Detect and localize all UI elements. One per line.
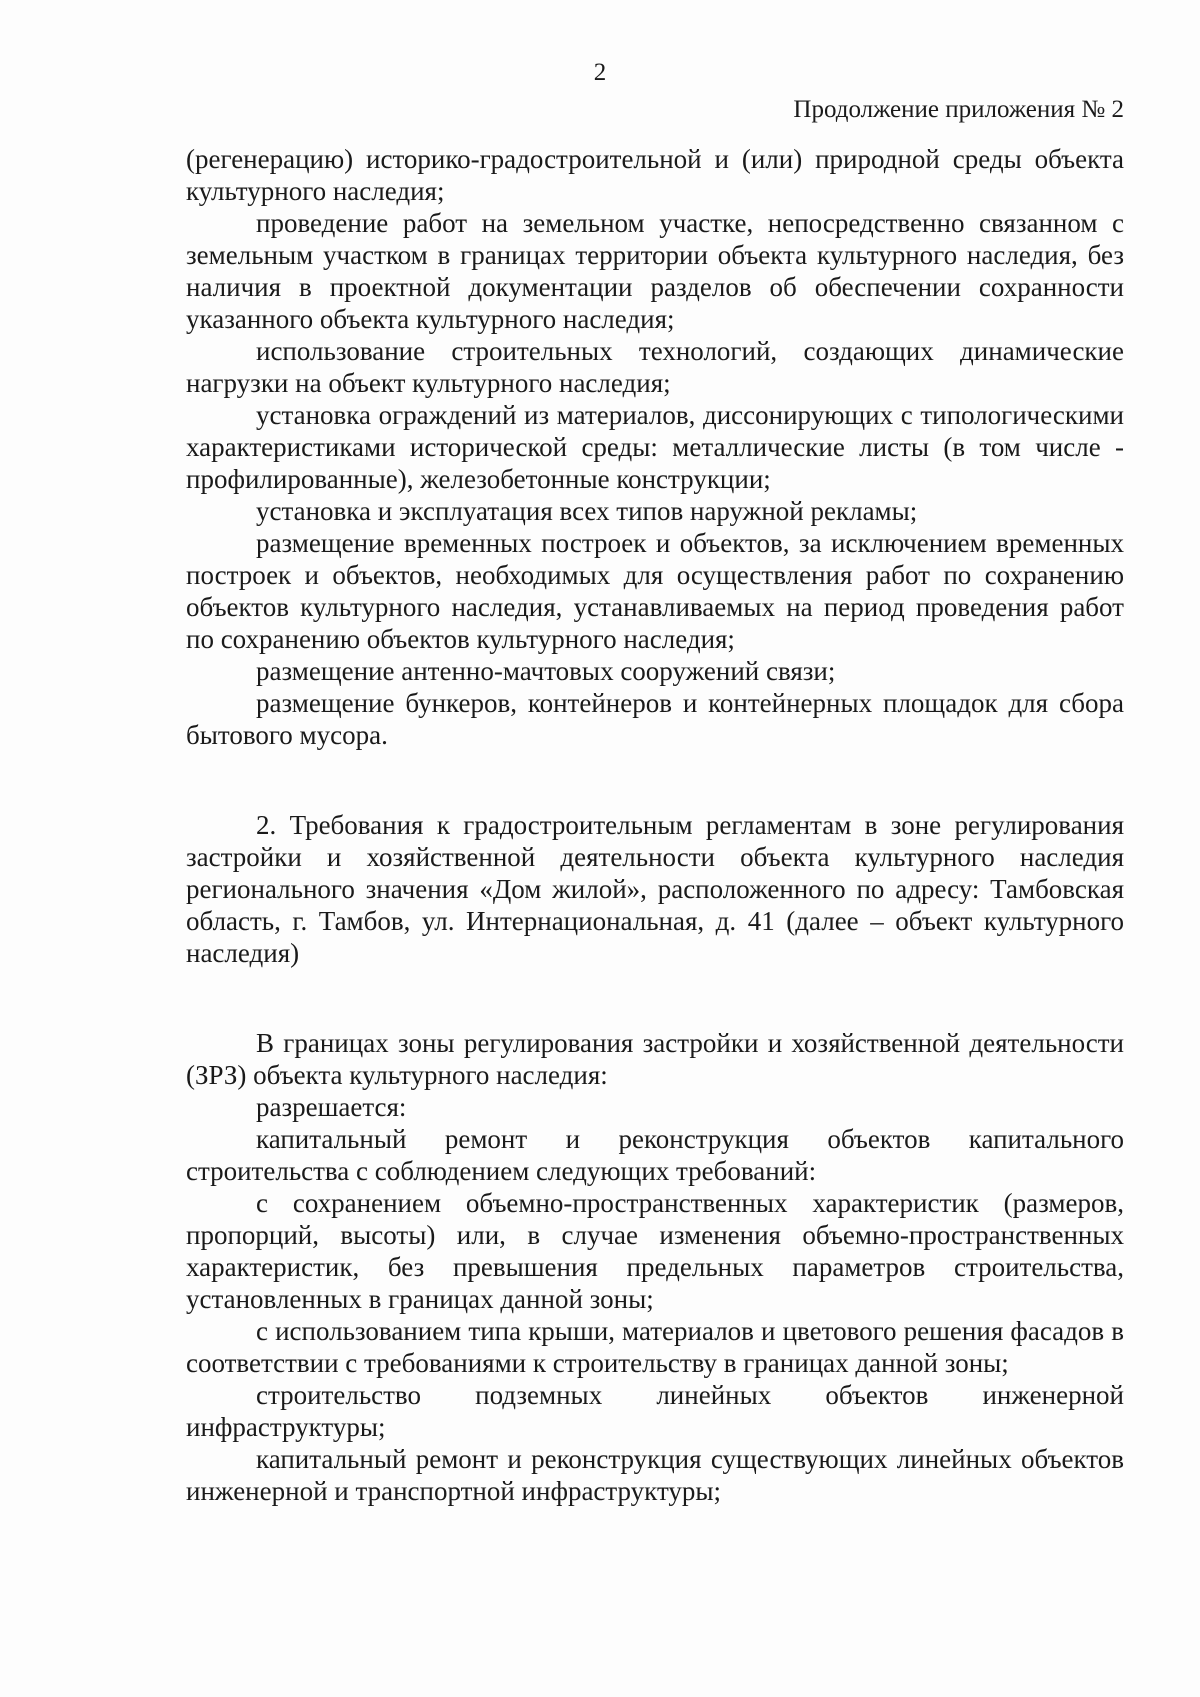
paragraph-advertising: установка и эксплуатация всех типов наружной рекламы; <box>256 496 918 526</box>
section-heading-2: 2. Требования к градостроительным регламентам в зоне регулирования застройки и хозяйственной деятельности объекта культурного наследия регионального значения «Дом жилой», расположенного по адресу: Тамбовская область, г. Тамбов, ул. Интернациональная, д. 41 (далее – объект культурного наследия) <box>186 810 1124 968</box>
paragraph-underground: строительство подземных линейных объектов инженерной инфраструктуры; <box>186 1380 1124 1442</box>
page-number: 2 <box>593 59 607 86</box>
paragraph-fences: установка ограждений из материалов, диссонирующих с типологическими характеристиками исторической среды: металлические листы (в том числе - профилированные), железобетонные конструкции; <box>186 400 1124 494</box>
paragraph-dynamic-loads: использование строительных технологий, создающих динамические нагрузки на объект культурного наследия; <box>186 336 1124 398</box>
paragraph-temporary-buildings: размещение временных построек и объектов, за исключением временных построек и объектов, необходимых для осуществления работ по сохранению объектов культурного наследия, устанавливаемых на период проведения работ по сохранению объектов культурного наследия; <box>186 528 1124 654</box>
appendix-continuation-note: Продолжение приложения № 2 <box>793 96 1124 123</box>
paragraph-capital-repair: капитальный ремонт и реконструкция объектов капитального строительства с соблюдением следующих требований: <box>186 1124 1124 1186</box>
paragraph-zrz-intro: В границах зоны регулирования застройки и хозяйственной деятельности (ЗРЗ) объекта культурного наследия: <box>186 1028 1124 1090</box>
paragraph-continuation: (регенерацию) историко-градостроительной и (или) природной среды объекта культурного наследия; <box>186 144 1124 206</box>
paragraph-roof-materials: с использованием типа крыши, материалов и цветового решения фасадов в соответствии с требованиями к строительству в границах данной зоны; <box>186 1316 1124 1378</box>
paragraph-linear-objects: капитальный ремонт и реконструкция существующих линейных объектов инженерной и транспортной инфраструктуры; <box>186 1444 1124 1506</box>
document-body <box>186 143 1124 1507</box>
paragraph-waste-bins: размещение бункеров, контейнеров и контейнерных площадок для сбора бытового мусора. <box>186 688 1124 750</box>
paragraph-allowed: разрешается: <box>256 1092 407 1122</box>
paragraph-volume-spatial: с сохранением объемно-пространственных характеристик (размеров, пропорций, высоты) или, в случае изменения объемно-пространственных характеристик, без превышения предельных параметров строительства, установленных в границах данной зоны; <box>186 1188 1124 1314</box>
paragraph-land-works: проведение работ на земельном участке, непосредственно связанном с земельным участком в границах территории объекта культурного наследия, без наличия в проектной документации разделов об обеспечении сохранности указанного объекта культурного наследия; <box>186 208 1124 334</box>
paragraph-antenna: размещение антенно-мачтовых сооружений связи; <box>256 656 836 686</box>
